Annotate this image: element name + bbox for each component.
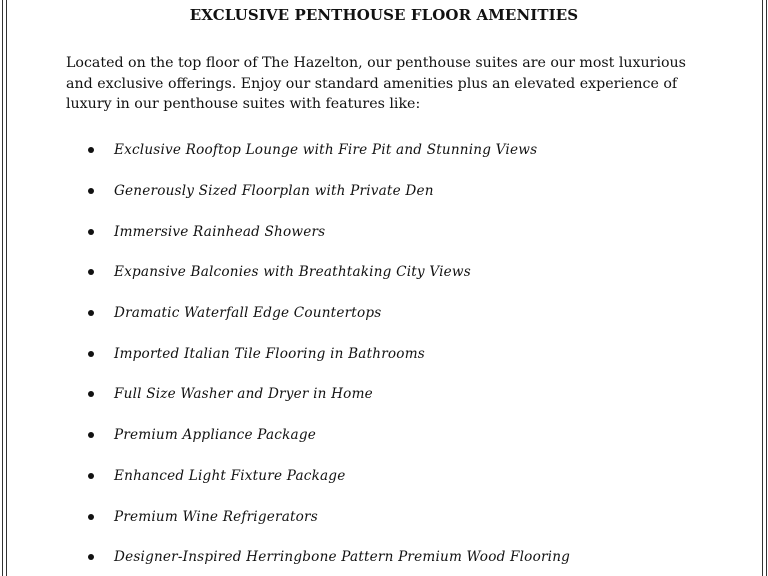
amenity-text: Designer-Inspired Herringbone Pattern Premium Wood Flooring: [114, 549, 571, 565]
amenity-text: Generously Sized Floorplan with Private Den: [114, 183, 434, 199]
bullet-icon: [88, 188, 94, 194]
list-item: [88, 424, 316, 446]
bullet-icon: [88, 554, 94, 560]
list-item: [88, 343, 425, 365]
bullet-icon: [88, 351, 94, 357]
list-item: [88, 221, 325, 243]
amenity-text: Dramatic Waterfall Edge Countertops: [114, 305, 382, 321]
page-border-left-outer: [2, 0, 3, 576]
intro-paragraph: Located on the top floor of The Hazelton, our penthouse suites are our most luxurious and exclusive offerings. Enjoy our standard amenities plus an elevated experience of luxury in our penthouse suites with features like:: [66, 55, 686, 112]
page-border-right-inner: [766, 0, 767, 576]
list-item: [88, 139, 537, 161]
list-item: [88, 302, 381, 324]
page-border-left-inner: [6, 0, 7, 576]
amenity-text: Full Size Washer and Dryer in Home: [114, 386, 373, 402]
amenity-text: Enhanced Light Fixture Package: [114, 468, 346, 484]
bullet-icon: [88, 310, 94, 316]
amenity-text: Exclusive Rooftop Lounge with Fire Pit and Stunning Views: [114, 142, 538, 158]
list-item: [88, 180, 434, 202]
list-item: [88, 546, 570, 568]
page-border-right-outer: [762, 0, 763, 576]
list-item: [88, 261, 471, 283]
bullet-icon: [88, 432, 94, 438]
bullet-icon: [88, 391, 94, 397]
amenity-text: Premium Wine Refrigerators: [114, 509, 318, 525]
bullet-icon: [88, 147, 94, 153]
list-item: [88, 506, 318, 528]
amenity-text: Premium Appliance Package: [114, 427, 316, 443]
list-item: [88, 383, 373, 405]
amenity-text: Immersive Rainhead Showers: [114, 224, 326, 240]
page-title: EXCLUSIVE PENTHOUSE FLOOR AMENITIES: [189, 6, 579, 24]
list-item: [88, 465, 345, 487]
bullet-icon: [88, 514, 94, 520]
bullet-icon: [88, 473, 94, 479]
bullet-icon: [88, 269, 94, 275]
bullet-icon: [88, 229, 94, 235]
amenity-text: Expansive Balconies with Breathtaking City Views: [114, 264, 471, 280]
amenity-text: Imported Italian Tile Flooring in Bathrooms: [114, 346, 425, 362]
